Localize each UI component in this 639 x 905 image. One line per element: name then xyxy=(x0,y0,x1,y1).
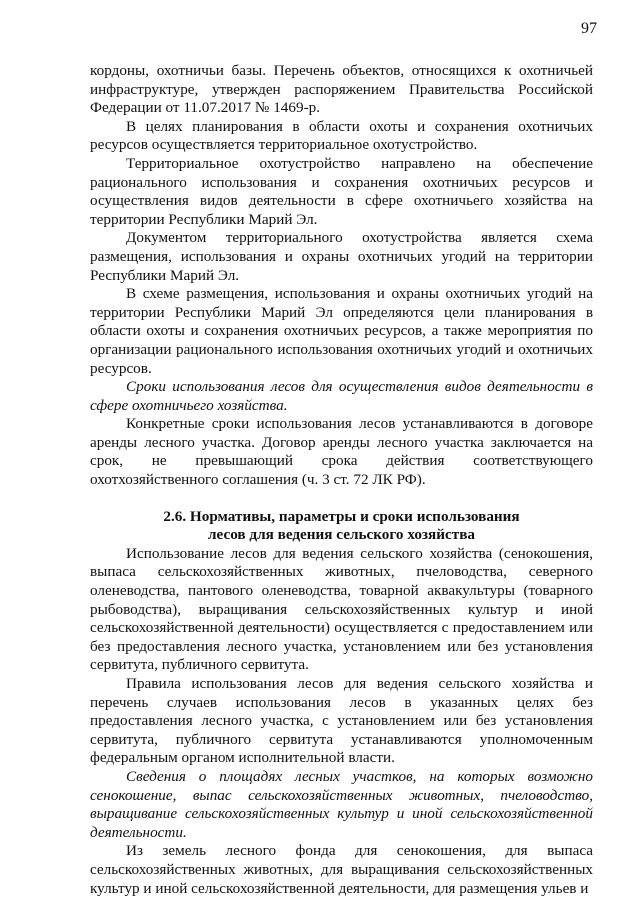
page-content xyxy=(90,62,593,898)
paragraph: Из земель лесного фонда для сенокошения, для выпаса сельскохозяйственных животных, для выращивания сельскохозяйственных культур и иной сельскохозяйственной деятельности, для размещения ульев и xyxy=(90,842,593,897)
paragraph: Использование лесов для ведения сельского хозяйства (сенокошения, выпаса сельскохозяйственных животных, пчеловодства, северного оленеводства, пантового оленеводства, товарной аквакультуры (товарного рыбоводства), выращивания сельскохозяйственных культур и иной сельскохозяйственной деятельности) осуществляется с предоставлением или без предоставления лесного участка, установлением или без установления сервитута, публичного сервитута. xyxy=(90,544,593,674)
italic-subheading: Сведения о площадях лесных участков, на которых возможно сенокошение, выпас сельскохозяйственных животных, пчеловодство, выращивание сельскохозяйственных культур и иной сельскохозяйственной деятельности. xyxy=(90,767,593,841)
paragraph: В схеме размещения, использования и охраны охотничьих угодий на территории Республики Марий Эл определяются цели планирования в области охоты и сохранения охотничьих ресурсов, а также мероприятия по организации рационального использования охотничьих угодий и охотничьих ресурсов. xyxy=(90,285,593,377)
paragraph: Конкретные сроки использования лесов устанавливаются в договоре аренды лесного участка. Договор аренды лесного участка заключается на срок, не превышающий срока действия соответствующего охотхозяйственного соглашения (ч. 3 ст. 72 ЛК РФ). xyxy=(90,415,593,489)
section-heading-line2: лесов для ведения сельского хозяйства xyxy=(208,526,475,544)
paragraph: Документом территориального охотустройства является схема размещения, использования и охраны охотничьих угодий на территории Республики Марий Эл. xyxy=(90,229,593,284)
paragraph: кордоны, охотничьи базы. Перечень объектов, относящихся к охотничьей инфраструктуре, утвержден распоряжением Правительства Российской Федерации от 11.07.2017 № 1469-р. xyxy=(90,62,593,117)
paragraph: Правила использования лесов для ведения сельского хозяйства и перечень случаев использования лесов в указанных целях без предоставления лесного участка, с установлением или без установления сервитута, публичного сервитута устанавливаются уполномоченным федеральным органом исполнительной власти. xyxy=(90,675,593,767)
paragraph: Территориальное охотустройство направлено на обеспечение рационального использования и сохранения охотничьих ресурсов и осуществления видов деятельности в сфере охотничьего хозяйства на территории Республики Марий Эл. xyxy=(90,154,593,228)
paragraph: В целях планирования в области охоты и сохранения охотничьих ресурсов осуществляется территориальное охотустройство. xyxy=(90,117,593,154)
section-heading xyxy=(90,508,593,545)
section-heading-line1: 2.6. Нормативы, параметры и сроки использования xyxy=(163,507,520,525)
italic-subheading: Сроки использования лесов для осуществления видов деятельности в сфере охотничьего хозяйства. xyxy=(90,378,593,414)
page-number: 97 xyxy=(581,20,597,37)
